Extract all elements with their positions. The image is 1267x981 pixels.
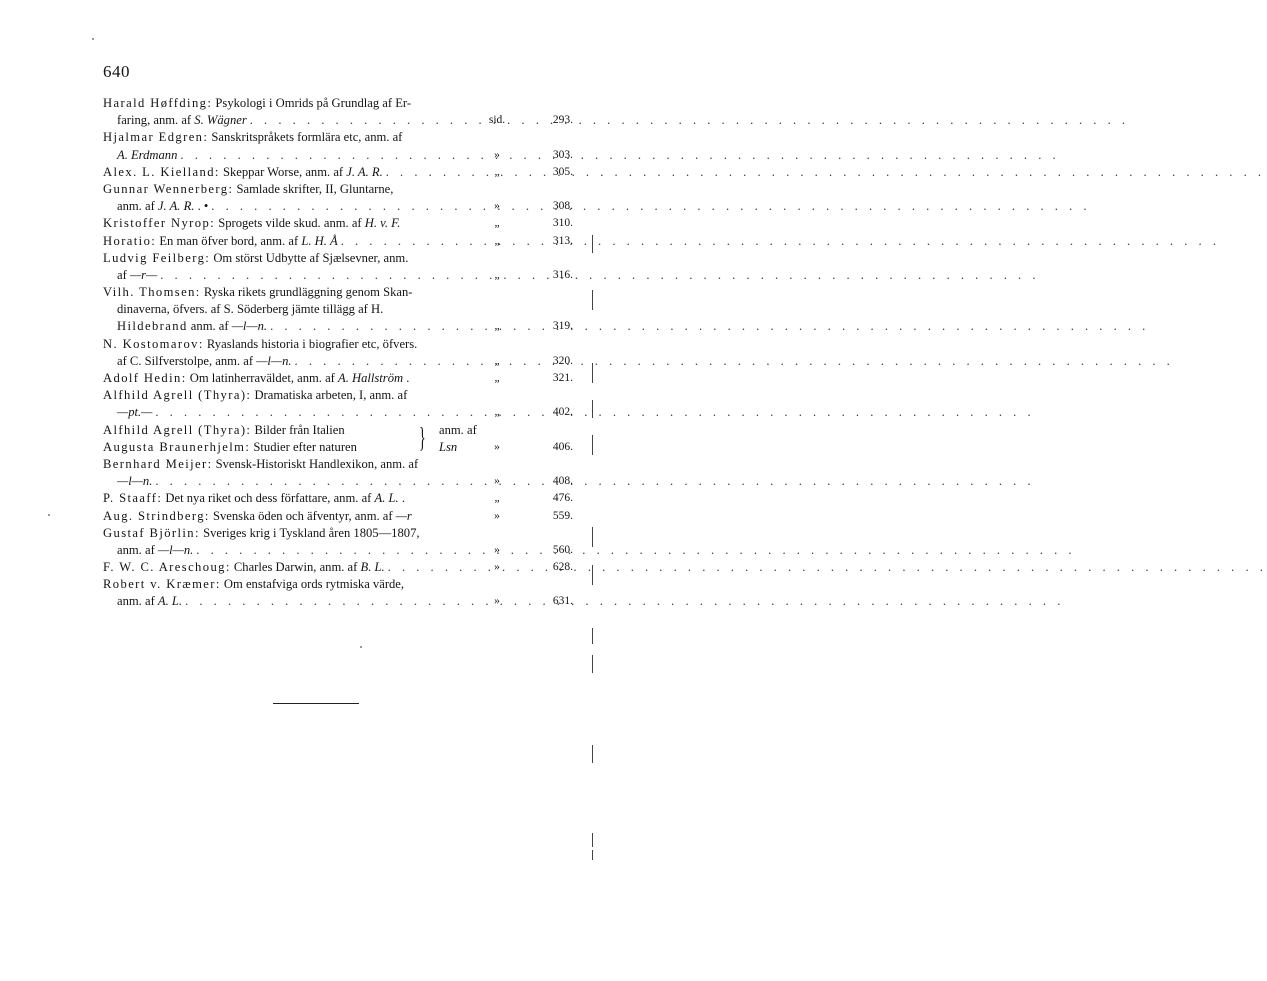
author-name: Gunnar Wennerberg: bbox=[103, 181, 234, 196]
toc-entry bbox=[103, 181, 573, 215]
page-reference: 310. bbox=[552, 217, 573, 230]
toc-entry bbox=[103, 129, 573, 163]
dot-leader bbox=[386, 164, 1265, 181]
author-name: F. W. C. Areschoug: bbox=[103, 560, 231, 575]
reviewer-signature: A. L. bbox=[157, 594, 183, 609]
entry-line bbox=[103, 284, 573, 301]
page-reference: 303. bbox=[552, 148, 573, 161]
reviewer-signature: B. L. bbox=[360, 560, 385, 575]
ditto-mark: „ bbox=[494, 217, 500, 230]
page-speck bbox=[48, 514, 50, 516]
entry-segment: Sanskritspråkets formlära etc, anm. af bbox=[208, 130, 403, 145]
entry-segment: dinaverna, öfvers. af S. Söderberg jämte tillägg af H. bbox=[117, 302, 384, 317]
reviewer-signature: J. A. R. bbox=[346, 164, 383, 179]
entry-text bbox=[117, 542, 193, 559]
toc-entry bbox=[103, 370, 573, 387]
entry-line bbox=[103, 301, 573, 318]
margin-mark bbox=[592, 655, 593, 673]
entry-text bbox=[117, 318, 267, 335]
dot-leader bbox=[270, 318, 1149, 335]
entry-segment: anm. af bbox=[117, 542, 158, 557]
entry-text bbox=[103, 181, 393, 198]
page-reference: 313. bbox=[552, 234, 573, 247]
entry-segment: Sveriges krig i Tyskland åren 1805—1807, bbox=[199, 525, 420, 540]
entry-text bbox=[117, 267, 157, 284]
toc-entry bbox=[103, 456, 573, 490]
toc-entry bbox=[103, 284, 573, 336]
entry-text bbox=[117, 473, 152, 490]
dot-leader bbox=[155, 404, 1034, 421]
dot-leader bbox=[196, 542, 1075, 559]
author-name: Horatio: bbox=[103, 233, 157, 248]
author-name: Kristoffer Nyrop: bbox=[103, 216, 216, 231]
margin-mark bbox=[592, 527, 593, 547]
ditto-mark: » bbox=[494, 595, 500, 608]
dot-leader bbox=[341, 233, 1220, 250]
dot-leader bbox=[295, 353, 1174, 370]
entry-segment: anm. af bbox=[117, 594, 158, 609]
entry-segment: Studier efter naturen bbox=[250, 439, 357, 454]
margin-mark bbox=[592, 628, 593, 644]
entry-text bbox=[117, 353, 292, 370]
ditto-mark: » bbox=[494, 543, 500, 556]
reviewer-signature: L. H. Å bbox=[301, 233, 338, 248]
entry-segment: Sprogets vilde skud. anm. af bbox=[215, 216, 365, 231]
entry-text bbox=[103, 95, 411, 112]
entry-text bbox=[103, 215, 400, 232]
page-reference: 402. bbox=[552, 406, 573, 419]
entry-segment: faring, anm. af bbox=[117, 113, 195, 128]
entry-segment: Psykologi i Omrids på Grundlag af Er- bbox=[212, 96, 412, 110]
entry-line bbox=[103, 250, 573, 267]
reviewer-signature: —l—n. bbox=[157, 542, 194, 557]
entry-text bbox=[103, 233, 338, 250]
page-reference: 408. bbox=[552, 475, 573, 488]
author-name: Harald Høffding: bbox=[103, 96, 213, 110]
entry-text bbox=[103, 525, 420, 542]
toc-entry bbox=[103, 508, 573, 525]
author-name: Vilh. Thomsen: bbox=[103, 285, 201, 300]
page-reference: 321. bbox=[552, 372, 573, 384]
dot-leader bbox=[185, 593, 1064, 610]
margin-mark bbox=[592, 745, 593, 763]
entry-line bbox=[103, 181, 573, 198]
toc-entry bbox=[103, 387, 573, 421]
author-name: Alex. L. Kielland: bbox=[103, 164, 220, 179]
entry-text bbox=[103, 576, 404, 593]
entry-list bbox=[103, 456, 573, 611]
dot-leader bbox=[250, 112, 1129, 129]
brace-entry-line-1 bbox=[103, 422, 573, 439]
page-reference: 319. bbox=[552, 320, 573, 333]
margin-mark bbox=[592, 290, 593, 310]
entry-segment: Det nya riket och dess författare, anm. af bbox=[162, 491, 375, 506]
page-speck bbox=[360, 646, 362, 648]
entry-segment: Samlade skrifter, II, Gluntarne, bbox=[233, 181, 394, 196]
author-name: Hjalmar Edgren: bbox=[103, 130, 209, 145]
entry-segment: Bilder från Italien bbox=[251, 422, 345, 437]
ditto-mark: „ bbox=[494, 406, 500, 419]
reviewer-signature: —l—n. bbox=[117, 474, 153, 489]
author-name: Alfhild Agrell (Thyra): bbox=[103, 422, 252, 437]
reviewer-signature: A. Erdmann bbox=[117, 147, 178, 162]
entry-segment: Dramatiska arbeten, I, anm. af bbox=[251, 388, 408, 403]
entry-segment: Om latinherraväldet, anm. af bbox=[186, 371, 339, 385]
page-reference: 308. bbox=[552, 200, 573, 213]
closing-rule bbox=[273, 703, 359, 704]
margin-mark bbox=[592, 565, 593, 585]
entry-text bbox=[103, 422, 345, 439]
entry-segment: Ryska rikets grundläggning genom Skan- bbox=[200, 285, 413, 300]
entry-text bbox=[103, 508, 412, 525]
toc-entry bbox=[103, 576, 573, 610]
entry-text bbox=[103, 439, 357, 456]
page-reference: 305. bbox=[552, 165, 573, 178]
reviewer-signature: —r— bbox=[129, 267, 158, 282]
ditto-mark: » bbox=[494, 509, 500, 522]
table-of-contents bbox=[103, 95, 573, 611]
ditto-mark: „ bbox=[494, 234, 500, 247]
entry-text bbox=[117, 593, 182, 610]
ditto-mark: » bbox=[494, 440, 500, 453]
entry-segment: . bbox=[403, 371, 410, 385]
brace-reviewer-signature: Lsn bbox=[439, 439, 458, 454]
dot-leader bbox=[388, 559, 1267, 576]
page-reference: 316. bbox=[552, 268, 573, 281]
entry-text bbox=[117, 147, 177, 164]
author-name: Aug. Strindberg: bbox=[103, 508, 210, 523]
entry-text bbox=[103, 164, 383, 181]
margin-mark bbox=[592, 435, 593, 455]
page-reference: 560. bbox=[552, 543, 573, 556]
ditto-mark: „ bbox=[494, 492, 500, 505]
entry-line bbox=[103, 525, 573, 542]
entry-text bbox=[103, 129, 402, 146]
entry-text bbox=[103, 284, 412, 301]
page-reference: 406. bbox=[552, 440, 573, 453]
reviewer-signature: —r bbox=[395, 508, 412, 523]
toc-entry bbox=[103, 95, 573, 129]
entry-segment: anm. af bbox=[117, 199, 158, 214]
toc-entry bbox=[103, 215, 573, 232]
ditto-mark: „ bbox=[494, 268, 500, 281]
entry-segment: af bbox=[117, 267, 130, 282]
page-reference: 631. bbox=[552, 595, 573, 608]
margin-mark bbox=[592, 833, 593, 847]
reviewer-signature: —l—n. bbox=[231, 319, 268, 334]
entry-line bbox=[103, 387, 573, 404]
author-name: Adolf Hedin: bbox=[103, 371, 187, 385]
entry-text bbox=[103, 490, 405, 507]
ditto-mark: „ bbox=[494, 165, 500, 178]
page-number: 640 bbox=[103, 62, 130, 81]
entry-line bbox=[103, 456, 573, 473]
author-name: Bernhard Meijer: bbox=[103, 456, 213, 471]
toc-entry bbox=[103, 490, 573, 507]
entry-text bbox=[103, 250, 408, 267]
entry-segment: Ryaslands historia i biografier etc, öfvers. bbox=[203, 336, 418, 351]
toc-entry bbox=[103, 525, 573, 559]
entry-list bbox=[103, 95, 573, 422]
ditto-mark: „ bbox=[494, 354, 500, 367]
entry-segment: Svenska öden och äfventyr, anm. af bbox=[209, 508, 396, 523]
entry-segment: af C. Silfverstolpe, anm. af bbox=[117, 353, 257, 368]
page-speck bbox=[92, 38, 94, 40]
author-name: Alfhild Agrell (Thyra): bbox=[103, 388, 252, 403]
entry-text bbox=[103, 456, 418, 473]
margin-mark bbox=[592, 400, 593, 418]
page-reference: 320. bbox=[552, 354, 573, 367]
entry-segment: En man öfver bord, anm. af bbox=[156, 233, 302, 248]
entry-segment: Svensk-Historiskt Handlexikon, anm. af bbox=[212, 456, 419, 471]
entry-text bbox=[103, 370, 409, 387]
page-reference: 476. bbox=[552, 492, 573, 505]
entry-segment: Om enstafviga ords rytmiska värde, bbox=[220, 577, 405, 592]
entry-text bbox=[117, 404, 152, 421]
toc-entry bbox=[103, 233, 573, 250]
brace-entry bbox=[103, 422, 573, 456]
entry-line bbox=[103, 576, 573, 593]
entry-line bbox=[103, 336, 573, 353]
ditto-mark: » bbox=[494, 475, 500, 488]
ditto-mark: „ bbox=[494, 372, 500, 384]
margin-mark bbox=[592, 363, 593, 383]
brace-reviewer-label: anm. af bbox=[439, 422, 477, 437]
entry-segment: . • bbox=[194, 199, 209, 214]
entry-text bbox=[103, 336, 417, 353]
entry-text bbox=[117, 112, 247, 129]
toc-entry bbox=[103, 559, 573, 576]
toc-entry bbox=[103, 164, 573, 181]
ditto-mark: „ bbox=[494, 320, 500, 333]
ditto-mark: » bbox=[494, 148, 500, 161]
entry-segment: Charles Darwin, anm. af bbox=[230, 560, 361, 575]
author-name: Robert v. Kræmer: bbox=[103, 577, 221, 592]
reviewer-signature: S. Wägner bbox=[194, 113, 247, 128]
entry-segment: Skeppar Worse, anm. af bbox=[219, 164, 347, 179]
reviewer-signature: —pt.— bbox=[117, 405, 153, 420]
reviewer-signature: H. v. F. bbox=[364, 216, 401, 231]
entry-text bbox=[117, 301, 383, 318]
author-name: P. Staaff: bbox=[103, 491, 163, 506]
reviewer-signature: —l—n. bbox=[256, 353, 292, 368]
author-name: Ludvig Feilberg: bbox=[103, 250, 211, 265]
dot-leader bbox=[211, 198, 1090, 215]
reviewer-signature: A. L. bbox=[374, 491, 399, 506]
page-reference: 293. bbox=[552, 114, 573, 127]
entry-line bbox=[103, 129, 573, 146]
entry-segment: . bbox=[398, 491, 405, 506]
entry-text bbox=[103, 559, 385, 576]
dot-leader bbox=[160, 267, 1039, 284]
ditto-mark: » bbox=[494, 200, 500, 213]
author-name: N. Kostomarov: bbox=[103, 336, 204, 351]
dot-leader bbox=[180, 147, 1059, 164]
ditto-mark: » bbox=[494, 561, 500, 574]
ditto-mark: sid. bbox=[488, 114, 506, 127]
author-name: Gustaf Björlin: bbox=[103, 525, 200, 540]
entry-line bbox=[103, 95, 573, 112]
reviewer-signature: A. Hallström bbox=[338, 371, 404, 385]
brace-symbol: } bbox=[419, 422, 426, 454]
entry-segment: anm. af bbox=[187, 319, 232, 334]
entry-text bbox=[117, 198, 208, 215]
author-name: Augusta Braunerhjelm: bbox=[103, 439, 251, 454]
page-reference: 628. bbox=[552, 561, 573, 574]
page-reference: 559. bbox=[552, 509, 573, 522]
toc-entry bbox=[103, 336, 573, 370]
margin-mark bbox=[592, 850, 593, 860]
dot-leader bbox=[155, 473, 1034, 490]
author-name: Hildebrand bbox=[117, 319, 188, 334]
toc-entry bbox=[103, 250, 573, 284]
entry-segment: Om störst Udbytte af Sjælsevner, anm. bbox=[210, 250, 409, 265]
reviewer-signature: J. A. R. bbox=[157, 199, 195, 214]
margin-mark bbox=[592, 235, 593, 253]
entry-text bbox=[103, 387, 407, 404]
